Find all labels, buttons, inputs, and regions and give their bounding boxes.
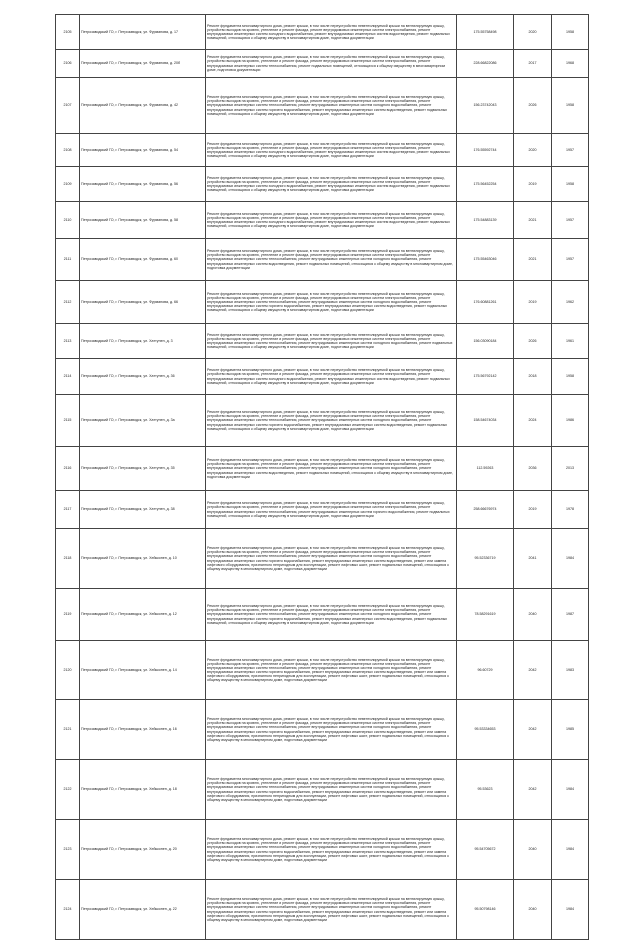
built-year-cell: 1984 xyxy=(552,880,589,940)
built-year-cell: 1962 xyxy=(552,281,589,324)
address-cell: Петрозаводский ГО, г. Петрозаводск, ул. Хаттунен, д. 36 xyxy=(80,359,206,395)
repair-year-cell: 2021 xyxy=(514,239,552,281)
row-number-cell: 2116 xyxy=(56,447,80,491)
built-year-cell: 1957 xyxy=(552,202,589,239)
built-year-cell: 1985 xyxy=(552,700,589,760)
built-year-cell: 1958 xyxy=(552,359,589,395)
works-list-cell: Ремонт фундамента многоквартирного дома, ремонт крыши, в том числе переустройство невентилируемой крыши на вентилируемую крышу, устройство выходов на кровлю, утепление и ремонт фасада, ремонт внутридомовых инженерных систем электроснабжения, ремонт внутридомовых инженерных систем теплоснабжения, ремонт внутридомовых инженерных систем холодного водоснабжения, ремонт внутридомовых инженерных систем горячего водоснабжения, ремонт внутридомовых инженерных систем водоотведения, ремонт или замена лифтового оборудования, признанного непригодным для эксплуатации, ремонт лифтовых шахт, ремонт подвальных помещений, относящихся к общему имуществу в многоквартирном доме, подготовка документации xyxy=(206,880,457,940)
built-year-cell: 1961 xyxy=(552,324,589,359)
cost-cell: 95.52336719 xyxy=(457,529,514,589)
cost-cell: 176.60881261 xyxy=(457,281,514,324)
address-cell: Петрозаводский ГО, г. Петрозаводск, ул. Хейкконен, д. 10 xyxy=(80,529,206,589)
row-number-cell: 2106 xyxy=(56,50,80,78)
repair-year-cell: 2019 xyxy=(514,167,552,202)
table-row xyxy=(56,167,589,202)
table-row xyxy=(56,359,589,395)
works-list-cell: Ремонт фундамента многоквартирного дома, ремонт крыши, в том числе переустройство невентилируемой крыши на вентилируемую крышу, устройство выходов на кровлю, утепление и ремонт фасада, ремонт внутридомовых инженерных систем электроснабжения, ремонт внутридомовых инженерных систем теплоснабжения, ремонт внутридомовых инженерных систем горячего водоснабжения, ремонт подвальных помещений, относящихся к общему имуществу в многоквартирном доме, подготовка документации xyxy=(206,491,457,529)
repair-year-cell: 2040 xyxy=(514,880,552,940)
cost-cell: 112.59263 xyxy=(457,447,514,491)
address-cell: Петрозаводский ГО, г. Петрозаводск, ул. Хаттунен, д. 3а xyxy=(80,395,206,447)
built-year-cell: 1957 xyxy=(552,239,589,281)
works-list-cell: Ремонт фундамента многоквартирного дома, ремонт крыши, в том числе переустройство невентилируемой крыши на вентилируемую крышу, устройство выходов на кровлю, утепление и ремонт фасада, ремонт внутридомовых инженерных систем электроснабжения, ремонт внутридомовых инженерных систем теплоснабжения, ремонт внутридомовых инженерных систем холодного водоснабжения, ремонт внутридомовых инженерных систем водоотведения, ремонт подвальных помещений, относящихся к общему имуществу в многоквартирном доме, подготовка документации xyxy=(206,447,457,491)
cost-cell: 175.56792142 xyxy=(457,359,514,395)
repair-year-cell: 2042 xyxy=(514,700,552,760)
works-list-cell: Ремонт фундамента многоквартирного дома, ремонт крыши, в том числе переустройство невентилируемой крыши на вентилируемую крышу, устройство выходов на кровлю, утепление и ремонт фасада, ремонт внутридомовых инженерных систем электроснабжения, ремонт внутридомовых инженерных систем холодного водоснабжения, ремонт внутридомовых инженерных систем водоотведения, ремонт подвальных помещений, относящихся к общему имуществу в многоквартирном доме, подготовка документации xyxy=(206,202,457,239)
repair-year-cell: 2026 xyxy=(514,78,552,134)
repair-year-cell: 2040 xyxy=(514,820,552,880)
address-cell: Петрозаводский ГО, г. Петрозаводск, ул. Хейкконен, д. 14 xyxy=(80,641,206,700)
works-list-cell: Ремонт фундамента многоквартирного дома, ремонт крыши, в том числе переустройство невентилируемой крыши на вентилируемую крышу, устройство выходов на кровлю, утепление и ремонт фасада, ремонт внутридомовых инженерных систем электроснабжения, ремонт внутридомовых инженерных систем теплоснабжения, ремонт внутридомовых инженерных систем холодного водоснабжения, ремонт внутридомовых инженерных систем горячего водоснабжения, ремонт внутридомовых инженерных систем водоотведения, ремонт подвальных помещений, относящихся к общему имуществу в многоквартирном доме, подготовка документации xyxy=(206,589,457,641)
works-list-cell: Ремонт фундамента многоквартирного дома, ремонт крыши, в том числе переустройство невентилируемой крыши на вентилируемую крышу, устройство выходов на кровлю, утепление и ремонт фасада, ремонт внутридомовых инженерных систем электроснабжения, ремонт внутридомовых инженерных систем холодного водоснабжения, ремонт внутридомовых инженерных систем водоотведения, ремонт подвальных помещений, относящихся к общему имуществу в многоквартирном доме, подготовка документации xyxy=(206,134,457,167)
works-list-cell: Ремонт фундамента многоквартирного дома, ремонт крыши, в том числе переустройство невентилируемой крыши на вентилируемую крышу, устройство выходов на кровлю, утепление и ремонт фасада, ремонт внутридомовых инженерных систем электроснабжения, ремонт внутридомовых инженерных систем теплоснабжения, ремонт внутридомовых инженерных систем холодного водоснабжения, ремонт внутридомовых инженерных систем горячего водоснабжения, ремонт внутридомовых инженерных систем водоотведения, ремонт подвальных помещений, относящихся к общему имуществу в многоквартирном доме, подготовка документации xyxy=(206,78,457,134)
cost-cell: 258.66676974 xyxy=(457,491,514,529)
row-number-cell: 2122 xyxy=(56,760,80,820)
address-cell: Петрозаводский ГО, г. Петрозаводск, ул. Фурманова, д. 42 xyxy=(80,78,206,134)
table-body xyxy=(56,15,589,940)
repair-year-cell: 2018 xyxy=(514,359,552,395)
address-cell: Петрозаводский ГО, г. Петрозаводск, ул. Фурманова, д. 54 xyxy=(80,134,206,167)
row-number-cell: 2109 xyxy=(56,167,80,202)
works-list-cell: Ремонт фундамента многоквартирного дома, ремонт крыши, в том числе переустройство невентилируемой крыши на вентилируемую крышу, устройство выходов на кровлю, утепление и ремонт фасада, ремонт внутридомовых инженерных систем электроснабжения, ремонт внутридомовых инженерных систем теплоснабжения, ремонт внутридомовых инженерных систем холодного водоснабжения, ремонт внутридомовых инженерных систем горячего водоснабжения, ремонт внутридомовых инженерных систем водоотведения, ремонт или замена лифтового оборудования, признанного непригодным для эксплуатации, ремонт лифтовых шахт, ремонт подвальных помещений, относящихся к общему имуществу в многоквартирном доме, подготовка документации xyxy=(206,820,457,880)
built-year-cell: 1984 xyxy=(552,760,589,820)
works-list-cell: Ремонт фундамента многоквартирного дома, ремонт крыши, в том числе переустройство невентилируемой крыши на вентилируемую крышу, устройство выходов на кровлю, утепление и ремонт фасада, ремонт внутридомовых инженерных систем электроснабжения, ремонт внутридомовых инженерных систем теплоснабжения, ремонт внутридомовых инженерных систем холодного водоснабжения, ремонт внутридомовых инженерных систем горячего водоснабжения, ремонт внутридомовых инженерных систем водоотведения, ремонт или замена лифтового оборудования, признанного непригодным для эксплуатации, ремонт лифтовых шахт, ремонт подвальных помещений, относящихся к общему имуществу в многоквартирном доме, подготовка документации xyxy=(206,641,457,700)
table-row xyxy=(56,395,589,447)
built-year-cell: 1957 xyxy=(552,134,589,167)
works-list-cell: Ремонт фундамента многоквартирного дома, ремонт крыши, в том числе переустройство невентилируемой крыши на вентилируемую крышу, устройство выходов на кровлю, утепление и ремонт фасада, ремонт внутридомовых инженерных систем электроснабжения, ремонт внутридомовых инженерных систем холодного водоснабжения, ремонт внутридомовых инженерных систем водоотведения, ремонт подвальных помещений, относящихся к общему имуществу в многоквартирном доме, подготовка документации xyxy=(206,359,457,395)
repair-year-cell: 2036 xyxy=(514,447,552,491)
address-cell: Петрозаводский ГО, г. Петрозаводск, ул. Хейкконен, д. 20 xyxy=(80,820,206,880)
row-number-cell: 2119 xyxy=(56,589,80,641)
cost-cell: 96.60729 xyxy=(457,641,514,700)
built-year-cell: 1984 xyxy=(552,529,589,589)
cost-cell: 156.03090184 xyxy=(457,324,514,359)
address-cell: Петрозаводский ГО, г. Петрозаводск, ул. Фурманова, д. 20б xyxy=(80,50,206,78)
table-row xyxy=(56,820,589,880)
table-row xyxy=(56,760,589,820)
repair-year-cell: 2017 xyxy=(514,50,552,78)
works-list-cell: Ремонт фундамента многоквартирного дома, ремонт крыши, в том числе переустройство невентилируемой крыши на вентилируемую крышу, устройство выходов на кровлю, утепление и ремонт фасада, ремонт внутридомовых инженерных систем электроснабжения, ремонт внутридомовых инженерных систем теплоснабжения, ремонт внутридомовых инженерных систем холодного водоснабжения, ремонт внутридомовых инженерных систем водоотведения, ремонт подвальных помещений, относящихся к общему имуществу в многоквартирном доме, подготовка документации xyxy=(206,239,457,281)
table-row xyxy=(56,529,589,589)
row-number-cell: 2117 xyxy=(56,491,80,529)
repair-year-cell: 2040 xyxy=(514,589,552,641)
table-row xyxy=(56,15,589,50)
row-number-cell: 2121 xyxy=(56,700,80,760)
works-list-cell: Ремонт фундамента многоквартирного дома, ремонт крыши, в том числе переустройство невентилируемой крыши на вентилируемую крышу, устройство выходов на кровлю, утепление и ремонт фасада, ремонт внутридомовых инженерных систем электроснабжения, ремонт внутридомовых инженерных систем теплоснабжения, ремонт внутридомовых инженерных систем холодного водоснабжения, ремонт внутридомовых инженерных систем горячего водоснабжения, ремонт внутридомовых инженерных систем водоотведения, ремонт или замена лифтового оборудования, признанного непригодным для эксплуатации, ремонт лифтовых шахт, ремонт подвальных помещений, относящихся к общему имуществу в многоквартирном доме, подготовка документации xyxy=(206,700,457,760)
address-cell: Петрозаводский ГО, г. Петрозаводск, ул. Хейкконен, д. 16 xyxy=(80,700,206,760)
row-number-cell: 2115 xyxy=(56,395,80,447)
built-year-cell: 1984 xyxy=(552,820,589,880)
repair-year-cell: 2021 xyxy=(514,202,552,239)
table-row xyxy=(56,447,589,491)
repair-year-cell: 2041 xyxy=(514,529,552,589)
cost-cell: 158.54674034 xyxy=(457,395,514,447)
table-row xyxy=(56,239,589,281)
row-number-cell: 2114 xyxy=(56,359,80,395)
table-row xyxy=(56,491,589,529)
built-year-cell: 1983 xyxy=(552,641,589,700)
built-year-cell: 1958 xyxy=(552,78,589,134)
cost-cell: 95.50798146 xyxy=(457,880,514,940)
document-page xyxy=(55,14,588,940)
built-year-cell: 1978 xyxy=(552,491,589,529)
address-cell: Петрозаводский ГО, г. Петрозаводск, ул. Хаттунен, д. 35 xyxy=(80,447,206,491)
table-row xyxy=(56,281,589,324)
table-row xyxy=(56,589,589,641)
repair-year-cell: 2042 xyxy=(514,760,552,820)
row-number-cell: 2118 xyxy=(56,529,80,589)
address-cell: Петрозаводский ГО, г. Петрозаводск, ул. Фурманова, д. 17 xyxy=(80,15,206,50)
address-cell: Петрозаводский ГО, г. Петрозаводск, ул. Хейкконен, д. 12 xyxy=(80,589,206,641)
cost-cell: 175.55463046 xyxy=(457,239,514,281)
address-cell: Петрозаводский ГО, г. Петрозаводск, ул. Фурманова, д. 60 xyxy=(80,239,206,281)
row-number-cell: 2110 xyxy=(56,202,80,239)
row-number-cell: 2105 xyxy=(56,15,80,50)
row-number-cell: 2120 xyxy=(56,641,80,700)
cost-cell: 95.53623 xyxy=(457,760,514,820)
address-cell: Петрозаводский ГО, г. Петрозаводск, ул. Хейкконен, д. 22 xyxy=(80,880,206,940)
repair-year-cell: 2042 xyxy=(514,641,552,700)
built-year-cell: 1987 xyxy=(552,589,589,641)
address-cell: Петрозаводский ГО, г. Петрозаводск, ул. Фурманова, д. 56 xyxy=(80,167,206,202)
built-year-cell: 2013 xyxy=(552,447,589,491)
address-cell: Петрозаводский ГО, г. Петрозаводск, ул. Фурманова, д. 58 xyxy=(80,202,206,239)
address-cell: Петрозаводский ГО, г. Петрозаводск, ул. Фурманова, д. 66 xyxy=(80,281,206,324)
table-row xyxy=(56,202,589,239)
works-list-cell: Ремонт фундамента многоквартирного дома, ремонт крыши, в том числе переустройство невентилируемой крыши на вентилируемую крышу, устройство выходов на кровлю, утепление и ремонт фасада, ремонт внутридомовых инженерных систем электроснабжения, ремонт внутридомовых инженерных систем теплоснабжения, ремонт внутридомовых инженерных систем холодного водоснабжения, ремонт внутридомовых инженерных систем горячего водоснабжения, ремонт внутридомовых инженерных систем водоотведения, ремонт подвальных помещений, относящихся к общему имуществу в многоквартирном доме, подготовка документации xyxy=(206,281,457,324)
repair-year-cell: 2019 xyxy=(514,491,552,529)
address-cell: Петрозаводский ГО, г. Петрозаводск, ул. Хаттунен, д. 38 xyxy=(80,491,206,529)
cost-cell: 175.54883139 xyxy=(457,202,514,239)
cost-cell: 176.55592744 xyxy=(457,134,514,167)
table-row xyxy=(56,324,589,359)
repair-year-cell: 2024 xyxy=(514,395,552,447)
cost-cell: 95.53334653 xyxy=(457,700,514,760)
works-list-cell: Ремонт фундамента многоквартирного дома, ремонт крыши, в том числе переустройство невентилируемой крыши на вентилируемую крышу, устройство выходов на кровлю, утепление и ремонт фасада, ремонт внутридомовых инженерных систем электроснабжения, ремонт внутридомовых инженерных систем холодного водоснабжения, ремонт внутридомовых инженерных систем водоотведения, ремонт подвальных помещений, относящихся к общему имуществу в многоквартирном доме, подготовка документации xyxy=(206,15,457,50)
capital-repair-table xyxy=(55,14,589,940)
repair-year-cell: 2020 xyxy=(514,15,552,50)
address-cell: Петрозаводский ГО, г. Петрозаводск, ул. Хаттунен, д. 3 xyxy=(80,324,206,359)
repair-year-cell: 2019 xyxy=(514,281,552,324)
built-year-cell: 1958 xyxy=(552,167,589,202)
works-list-cell: Ремонт фундамента многоквартирного дома, ремонт крыши, в том числе переустройство невентилируемой крыши на вентилируемую крышу, устройство выходов на кровлю, утепление и ремонт фасада, ремонт внутридомовых инженерных систем электроснабжения, ремонт внутридомовых инженерных систем теплоснабжения, ремонт подвальных помещений, относящихся к общему имуществу в многоквартирном доме, подготовка документации xyxy=(206,50,457,78)
works-list-cell: Ремонт фундамента многоквартирного дома, ремонт крыши, в том числе переустройство невентилируемой крыши на вентилируемую крышу, устройство выходов на кровлю, утепление и ремонт фасада, ремонт внутридомовых инженерных систем электроснабжения, ремонт внутридомовых инженерных систем теплоснабжения, ремонт внутридомовых инженерных систем холодного водоснабжения, ремонт внутридомовых инженерных систем горячего водоснабжения, ремонт внутридомовых инженерных систем водоотведения, ремонт подвальных помещений, относящихся к общему имуществу в многоквартирном доме, подготовка документации xyxy=(206,395,457,447)
table-row xyxy=(56,641,589,700)
table-row xyxy=(56,880,589,940)
works-list-cell: Ремонт фундамента многоквартирного дома, ремонт крыши, в том числе переустройство невентилируемой крыши на вентилируемую крышу, устройство выходов на кровлю, утепление и ремонт фасада, ремонт внутридомовых инженерных систем электроснабжения, ремонт внутридомовых инженерных систем холодного водоснабжения, ремонт внутридомовых инженерных систем водоотведения, ремонт подвальных помещений, относящихся к общему имуществу в многоквартирном доме, подготовка документации xyxy=(206,167,457,202)
row-number-cell: 2107 xyxy=(56,78,80,134)
table-row xyxy=(56,50,589,78)
works-list-cell: Ремонт фундамента многоквартирного дома, ремонт крыши, в том числе переустройство невентилируемой крыши на вентилируемую крышу, устройство выходов на кровлю, утепление и ремонт фасада, ремонт внутридомовых инженерных систем электроснабжения, ремонт внутридомовых инженерных систем теплоснабжения, ремонт внутридомовых инженерных систем холодного водоснабжения, ремонт подвальных помещений, относящихся к общему имуществу в многоквартирном доме, подготовка документации xyxy=(206,324,457,359)
row-number-cell: 2124 xyxy=(56,880,80,940)
cost-cell: 78.58291619 xyxy=(457,589,514,641)
repair-year-cell: 2020 xyxy=(514,134,552,167)
address-cell: Петрозаводский ГО, г. Петрозаводск, ул. Хейкконен, д. 18 xyxy=(80,760,206,820)
cost-cell: 228.66822086 xyxy=(457,50,514,78)
table-row xyxy=(56,78,589,134)
table-row xyxy=(56,134,589,167)
repair-year-cell: 2026 xyxy=(514,324,552,359)
built-year-cell: 1968 xyxy=(552,50,589,78)
built-year-cell: 1958 xyxy=(552,15,589,50)
row-number-cell: 2111 xyxy=(56,239,80,281)
cost-cell: 175.56452254 xyxy=(457,167,514,202)
row-number-cell: 2108 xyxy=(56,134,80,167)
works-list-cell: Ремонт фундамента многоквартирного дома, ремонт крыши, в том числе переустройство невентилируемой крыши на вентилируемую крышу, устройство выходов на кровлю, утепление и ремонт фасада, ремонт внутридомовых инженерных систем электроснабжения, ремонт внутридомовых инженерных систем теплоснабжения, ремонт внутридомовых инженерных систем холодного водоснабжения, ремонт внутридомовых инженерных систем горячего водоснабжения, ремонт внутридомовых инженерных систем водоотведения, ремонт или замена лифтового оборудования, признанного непригодным для эксплуатации, ремонт лифтовых шахт, ремонт подвальных помещений, относящихся к общему имуществу в многоквартирном доме, подготовка документации xyxy=(206,529,457,589)
works-list-cell: Ремонт фундамента многоквартирного дома, ремонт крыши, в том числе переустройство невентилируемой крыши на вентилируемую крышу, устройство выходов на кровлю, утепление и ремонт фасада, ремонт внутридомовых инженерных систем электроснабжения, ремонт внутридомовых инженерных систем теплоснабжения, ремонт внутридомовых инженерных систем холодного водоснабжения, ремонт внутридомовых инженерных систем горячего водоснабжения, ремонт внутридомовых инженерных систем водоотведения, ремонт или замена лифтового оборудования, признанного непригодным для эксплуатации, ремонт лифтовых шахт, ремонт подвальных помещений, относящихся к общему имуществу в многоквартирном доме, подготовка документации xyxy=(206,760,457,820)
row-number-cell: 2113 xyxy=(56,324,80,359)
cost-cell: 175.55758498 xyxy=(457,15,514,50)
row-number-cell: 2112 xyxy=(56,281,80,324)
built-year-cell: 1986 xyxy=(552,395,589,447)
row-number-cell: 2123 xyxy=(56,820,80,880)
cost-cell: 95.54705672 xyxy=(457,820,514,880)
cost-cell: 156.23742043 xyxy=(457,78,514,134)
table-row xyxy=(56,700,589,760)
